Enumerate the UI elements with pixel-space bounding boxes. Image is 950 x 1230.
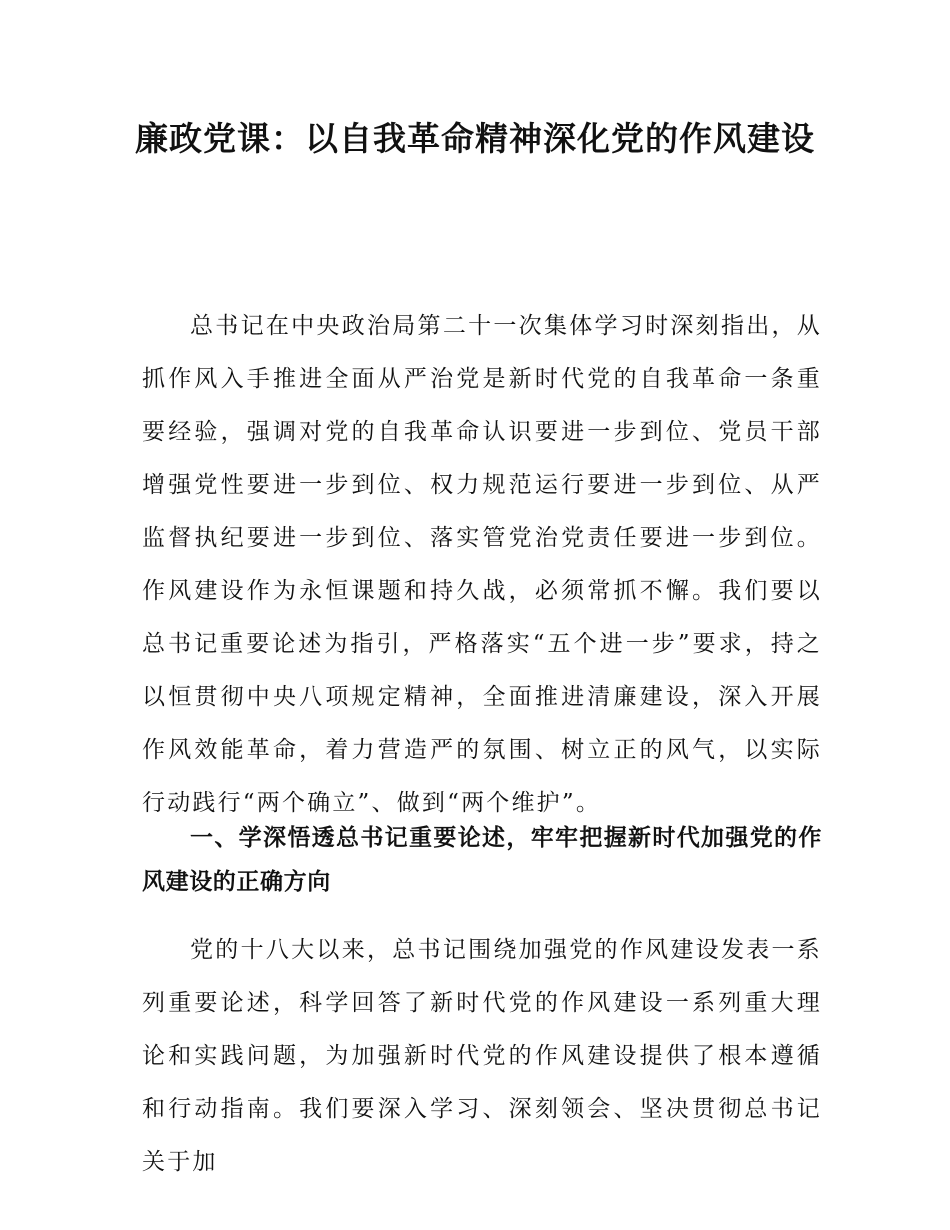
- section-heading-1: 一、学深悟透总书记重要论述，牢牢把握新时代加强党的作风建设的正确方向: [142, 825, 822, 895]
- body-paragraph-section-1: 党的十八大以来，总书记围绕加强党的作风建设发表一系列重要论述，科学回答了新时代党的作风建设一系列重大理论和实践问题，为加强新时代党的作风建设提供了根本遵循和行动指南。我们要深入学习、深刻领会、坚决贯彻总书记关于加: [142, 937, 822, 1175]
- body-paragraph-intro: 总书记在中央政治局第二十一次集体学习时深刻指出，从抓作风入手推进全面从严治党是新时代党的自我革命一条重要经验，强调对党的自我革命认识要进一步到位、党员干部增强党性要进一步到位、权力规范运行要进一步到位、从严监督执纪要进一步到位、落实管党治党责任要进一步到位。作风建设作为永恒课题和持久战，必须常抓不懈。我们要以总书记重要论述为指引，严格落实“五个进一步”要求，持之以恒贯彻中央八项规定精神，全面推进清廉建设，深入开展作风效能革命，着力营造严的氛围、树立正的风气，以实际行动践行“两个确立”、做到“两个维护”。: [142, 313, 822, 816]
- document-title: 廉政党课：以自我革命精神深化党的作风建设: [135, 119, 815, 158]
